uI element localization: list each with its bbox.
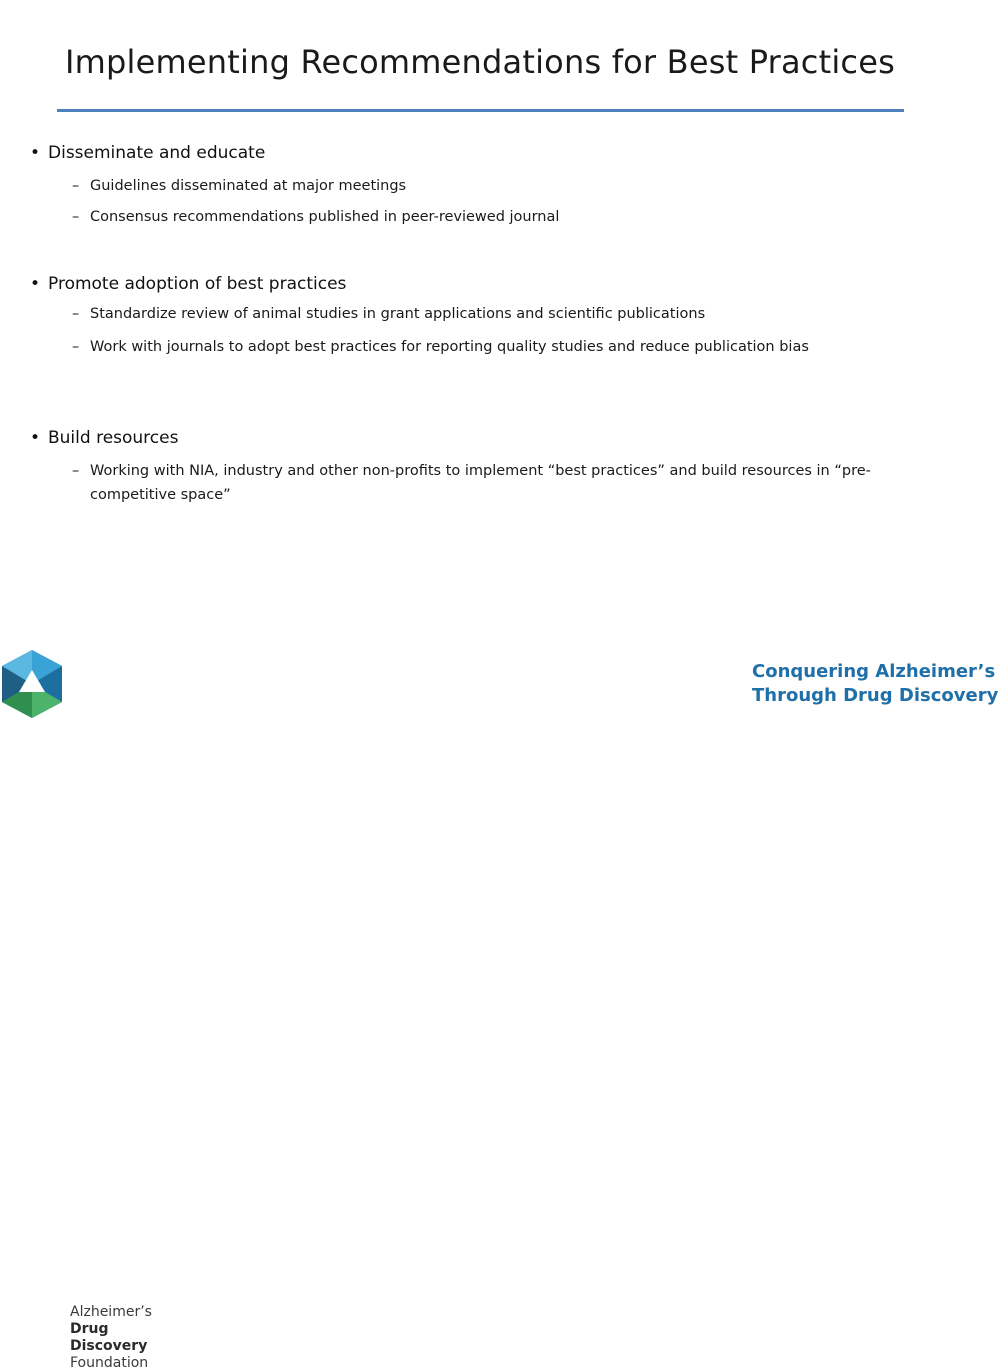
bullet-dot-icon: • (30, 428, 41, 448)
foundation-name (70, 1304, 190, 1372)
footer-tagline (752, 660, 998, 708)
slide-title: Implementing Recommendations for Best Practices (65, 43, 895, 81)
bullet-text: Build resources (48, 428, 179, 448)
bullet-dot-icon: • (30, 274, 41, 294)
tagline-line2: Through Drug Discovery (752, 685, 998, 706)
foundation-name-line3: Foundation (70, 1355, 149, 1371)
dash-icon: – (72, 339, 80, 355)
dash-icon: – (72, 209, 80, 225)
foundation-name-line1: Alzheimer’s (70, 1304, 152, 1320)
bullet-text: Disseminate and educate (48, 143, 266, 163)
bullet-dot-icon: • (30, 143, 41, 163)
sub-bullet-text: Standardize review of animal studies in grant applications and scientific publications (90, 306, 706, 322)
dash-icon: – (72, 463, 80, 479)
foundation-logo (0, 648, 190, 1371)
sub-bullet-text: Work with journals to adopt best practices for reporting quality studies and reduce publication bias (90, 339, 809, 355)
dash-icon: – (72, 306, 80, 322)
dash-icon: – (72, 178, 80, 194)
tagline-line1: Conquering Alzheimer’s (752, 661, 996, 682)
sub-bullet-text: Consensus recommendations published in peer-reviewed journal (90, 209, 560, 225)
foundation-name-line2: Drug Discovery (70, 1321, 148, 1354)
sub-bullet-text: Guidelines disseminated at major meetings (90, 178, 407, 194)
adfd-hexagon-logo-icon (0, 648, 64, 720)
sub-bullet-text: Working with NIA, industry and other non-profits to implement “best practices” and build resources in “pre-competitive space” (90, 463, 871, 503)
bullet-text: Promote adoption of best practices (48, 274, 347, 294)
